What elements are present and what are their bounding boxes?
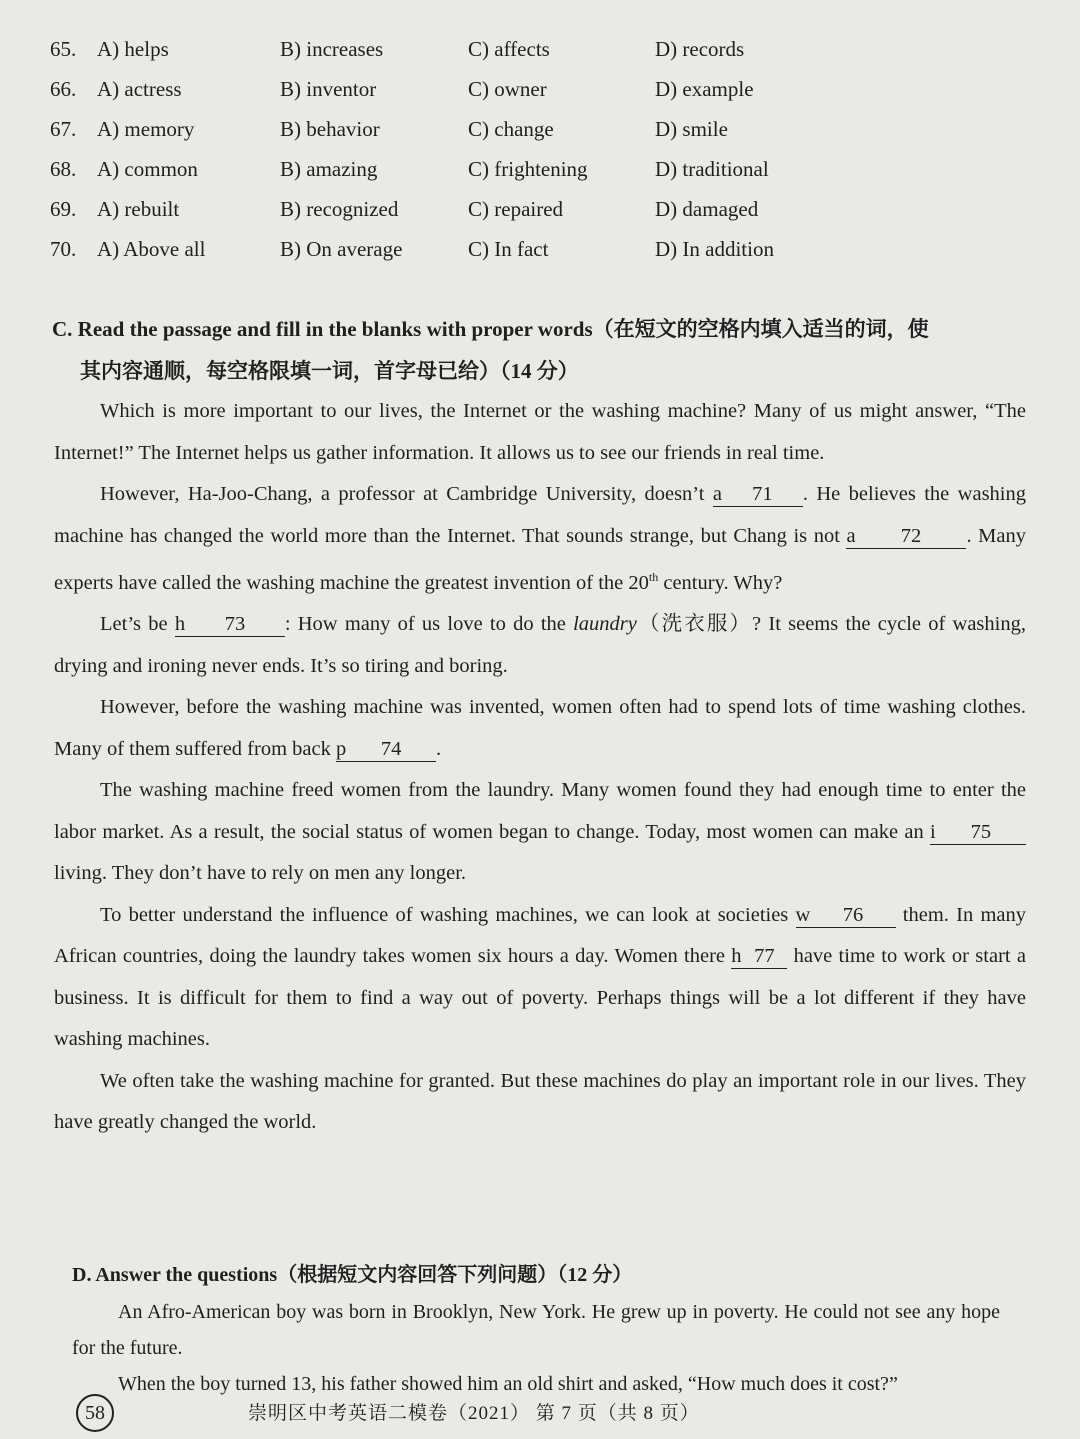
option-d[interactable]: D) records (655, 37, 745, 61)
question-number: 68. (50, 157, 77, 181)
blank-71[interactable]: a 71 (713, 482, 803, 507)
passage-paragraph-7: We often take the washing machine for granted. But these machines do play an important role in our lives. They have greatly changed the world. (54, 1069, 1026, 1134)
footer-text: 崇明区中考英语二模卷（2021） 第 7 页（共 8 页） (248, 1403, 700, 1424)
passage-paragraph-6: To better understand the influence of washing machines, we can look at societies w 76 them. In many African countries, doing the laundry takes women six hours a day. Women there h 77 have time to work or start a business. It is difficult for them to find a way out of poverty. Perhaps things will be a lot different if they have washing machines. (54, 903, 1026, 1051)
passage-paragraph-5: The washing machine freed women from the laundry. Many women found they had enough time to enter the labor market. As a result, the social status of women began to change. Today, most women can make an i 75 living. They don’t have to rely on men any longer. (54, 779, 1026, 885)
section-d-heading: D. Answer the questions（根据短文内容回答下列问题）（12 分） (72, 1264, 633, 1286)
option-d[interactable]: D) example (655, 77, 754, 101)
option-a[interactable]: A) memory (97, 117, 195, 141)
option-c[interactable]: C) repaired (468, 197, 564, 221)
option-d[interactable]: D) In addition (655, 237, 774, 261)
section-d-paragraph-2: When the boy turned 13, his father showed him an old shirt and asked, “How much does it cost?” (118, 1373, 898, 1395)
question-number: 69. (50, 197, 77, 221)
option-b[interactable]: B) behavior (280, 117, 380, 141)
section-c-passage (54, 391, 1026, 1144)
question-number: 66. (50, 77, 77, 101)
blank-72[interactable]: a 72 (846, 524, 966, 549)
section-d-paragraph-1: An Afro-American boy was born in Brooklyn, New York. He grew up in poverty. He could not see any hope for the future. (72, 1301, 1000, 1359)
option-c[interactable]: C) owner (468, 77, 547, 101)
passage-paragraph-3: Let’s be h 73 : How many of us love to do the laundry（洗衣服）? It seems the cycle of washing, drying and ironing never ends. It’s so tiring and boring. (54, 613, 1026, 677)
option-b[interactable]: B) On average (280, 237, 403, 261)
option-d[interactable]: D) damaged (655, 197, 759, 221)
question-number: 65. (50, 37, 77, 61)
page-number-badge: 58 (76, 1394, 114, 1432)
question-number: 70. (50, 237, 77, 261)
passage-paragraph-2: However, Ha-Joo-Chang, a professor at Cambridge University, doesn’t a 71 . He believes the washing machine has changed the world more than the Internet. That sounds strange, but Chang is not a 72 . Many experts have called the washing machine the greatest invention of the 20th century. Why? (54, 483, 1026, 594)
option-a[interactable]: A) common (97, 157, 198, 181)
question-row (50, 32, 810, 66)
question-row (50, 192, 810, 226)
option-b[interactable]: B) inventor (280, 77, 377, 101)
option-c[interactable]: C) In fact (468, 237, 549, 261)
passage-paragraph-1: Which is more important to our lives, the Internet or the washing machine? Many of us might answer, “The Internet!” The Internet helps us gather information. It allows us to see our friends in real time. (54, 400, 1026, 464)
option-a[interactable]: A) actress (97, 77, 182, 101)
blank-77[interactable]: h 77 (731, 944, 787, 969)
section-d-passage (72, 1294, 1000, 1402)
option-b[interactable]: B) recognized (280, 197, 399, 221)
option-d[interactable]: D) smile (655, 117, 728, 141)
blank-75[interactable]: i 75 (930, 820, 1026, 845)
question-number: 67. (50, 117, 77, 141)
option-a[interactable]: A) helps (97, 37, 169, 61)
question-row (50, 72, 810, 106)
option-c[interactable]: C) change (468, 117, 554, 141)
option-c[interactable]: C) affects (468, 37, 550, 61)
option-b[interactable]: B) amazing (280, 157, 378, 181)
passage-paragraph-4: However, before the washing machine was invented, women often had to spend lots of time washing clothes. Many of them suffered from back p 74 . (54, 696, 1026, 760)
option-b[interactable]: B) increases (280, 37, 384, 61)
blank-73[interactable]: h 73 (175, 612, 285, 637)
section-c-heading-line2: 其内容通顺，每空格限填一词，首字母已给）（14 分） (80, 359, 579, 383)
blank-76[interactable]: w 76 (796, 903, 896, 928)
option-c[interactable]: C) frightening (468, 157, 588, 181)
question-row (50, 112, 810, 146)
option-a[interactable]: A) Above all (97, 237, 206, 261)
option-d[interactable]: D) traditional (655, 157, 769, 181)
option-a[interactable]: A) rebuilt (97, 197, 180, 221)
question-row (50, 232, 810, 266)
section-c-heading-line1: C. Read the passage and fill in the blanks with proper words（在短文的空格内填入适当的词，使 (52, 317, 929, 341)
question-row (50, 152, 810, 186)
blank-74[interactable]: p 74 (336, 737, 436, 762)
